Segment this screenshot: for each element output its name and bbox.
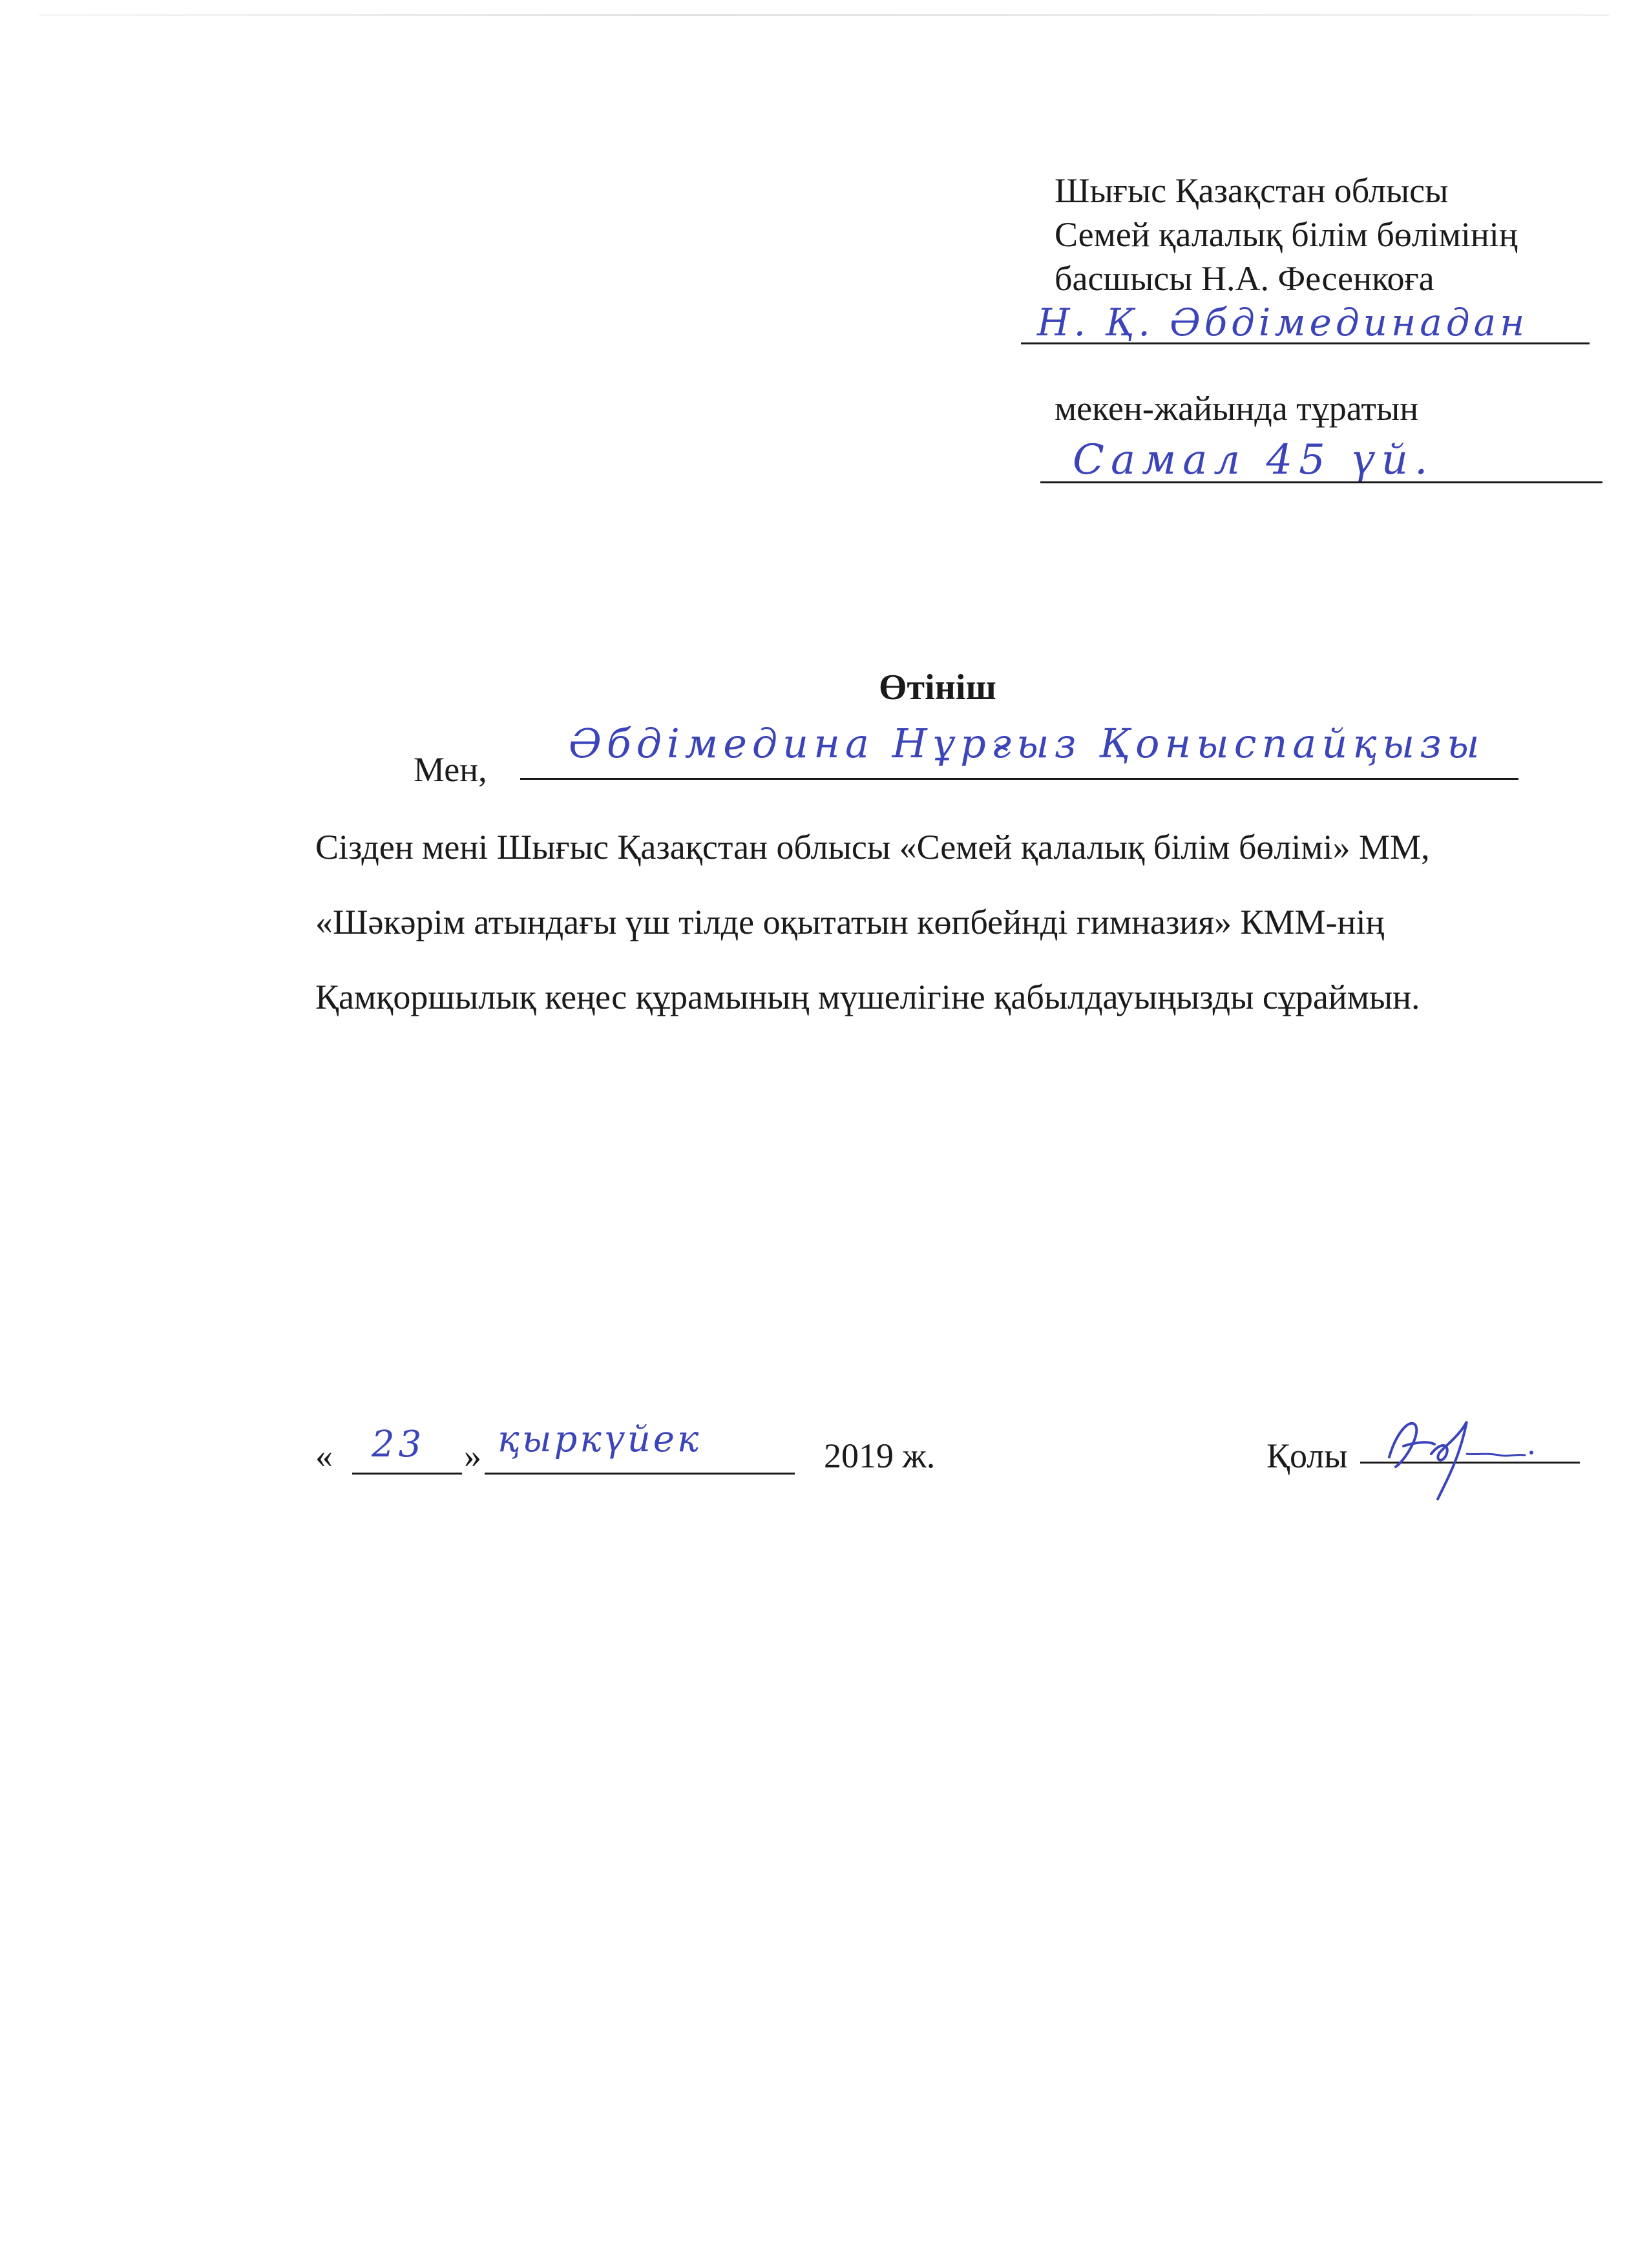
body-line-1: Сізден мені Шығыс Қазақстан облысы «Семей қалалық білім бөлімі» ММ,: [315, 828, 1430, 866]
date-year: 2019 ж.: [824, 1436, 936, 1475]
date-open-quote: «: [315, 1436, 333, 1475]
signature-label: Қолы: [1266, 1436, 1348, 1475]
name-underline: [520, 778, 1518, 780]
document-title: Өтініш: [879, 667, 996, 708]
scan-edge: [39, 14, 1609, 16]
body-line-2: «Шәкәрім атындағы үш тілде оқытатын көпбейнді гимназия» КММ-нің: [315, 903, 1385, 941]
body-line-3: Қамқоршылық кеңес құрамының мүшелігіне қабылдауыңызды сұраймын.: [315, 978, 1420, 1016]
month-underline: [485, 1473, 795, 1475]
addressee-line-1: Шығыс Қазақстан облысы: [1055, 171, 1449, 210]
date-close-quote: »: [464, 1436, 481, 1475]
day-underline: [352, 1473, 462, 1475]
handwritten-month: қыркүйек: [498, 1418, 702, 1460]
handwritten-applicant-name: Әбдімедина Нұрғыз Қоныспайқызы: [569, 720, 1485, 767]
residence-label: мекен-жайында тұратын: [1055, 389, 1419, 428]
signature-mark: [1370, 1396, 1564, 1512]
handwritten-day: 23: [372, 1423, 426, 1465]
handwritten-sender: Н. Қ. Әбдімединадан: [1037, 300, 1529, 344]
sender-underline: [1021, 342, 1590, 344]
address-underline: [1040, 481, 1602, 483]
handwritten-address: Самал 45 үй.: [1073, 436, 1434, 484]
addressee-line-3: басшысы Н.А. Фесенкоға: [1055, 259, 1434, 298]
body-intro: Мен,: [414, 750, 487, 789]
addressee-line-2: Семей қалалық білім бөлімінің: [1055, 215, 1518, 254]
